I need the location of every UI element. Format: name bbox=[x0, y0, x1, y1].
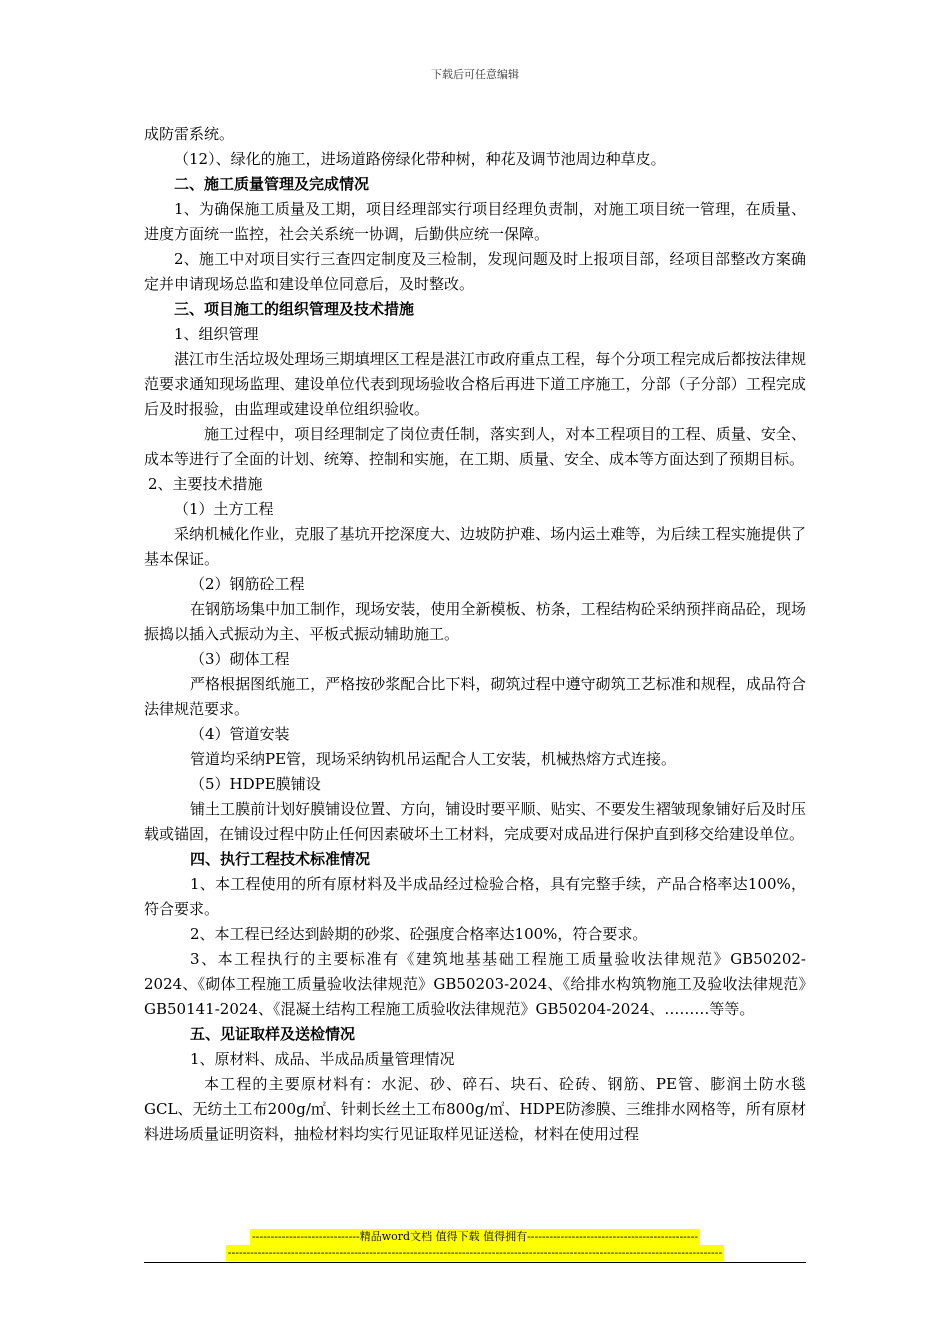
section-heading: 三、项目施工的组织管理及技术措施 bbox=[174, 300, 415, 318]
section-heading: 二、施工质量管理及完成情况 bbox=[174, 175, 370, 193]
paragraph: （12）、绿化的施工，进场道路傍绿化带种树，种花及调节池周边种草皮。 bbox=[174, 150, 666, 168]
subheading: 2、主要技术措施 bbox=[148, 475, 263, 493]
paragraph: 1、为确保施工质量及工期，项目经理部实行项目经理负责制，对施工项目统一管理，在质量、进度方面统一监控，社会关系统一协调，后勤供应统一保障。 bbox=[144, 200, 806, 243]
paragraph: 在钢筋场集中加工制作，现场安装，使用全新模板、枋条，工程结构砼采纳预拌商品砼，现场振捣以插入式振动为主、平板式振动辅助施工。 bbox=[144, 600, 806, 643]
paragraph: 严格根据图纸施工，严格按砂浆配合比下料，砌筑过程中遵守砌筑工艺标准和规程，成品符合法律规范要求。 bbox=[144, 675, 806, 718]
paragraph: 管道均采纳PE管，现场采纳钩机吊运配合人工安装，机械热熔方式连接。 bbox=[190, 750, 677, 768]
paragraph: 2、本工程已经达到龄期的砂浆、砼强度合格率达100%，符合要求。 bbox=[190, 925, 648, 943]
section-heading: 四、执行工程技术标准情况 bbox=[190, 850, 371, 868]
subheading: 1、组织管理 bbox=[174, 325, 259, 343]
subheading: （3）砌体工程 bbox=[190, 650, 290, 668]
footer-dashes: ------------------------------------------------------------------------------------------------------------------------------------- bbox=[227, 1246, 723, 1259]
paragraph: 铺土工膜前计划好膜铺设位置、方向，铺设时要平顺、贴实、不要发生褶皱现象铺好后及时压载或锚固，在铺设过程中防止任何因素破坏土工材料，完成要对成品进行保护直到移交给建设单位。 bbox=[144, 800, 806, 843]
paragraph: 1、本工程使用的所有原材料及半成品经过检验合格，具有完整手续，产品合格率达100%，符合要求。 bbox=[144, 875, 806, 918]
paragraph: 施工过程中，项目经理制定了岗位责任制，落实到人，对本工程项目的工程、质量、安全、成本等进行了全面的计划、统筹、控制和实施，在工期、质量、安全、成本等方面达到了预期目标。 bbox=[144, 425, 806, 468]
paragraph: 3、本工程执行的主要标准有《建筑地基基础工程施工质量验收法律规范》GB50202-2024、《砌体工程施工质量验收法律规范》GB50203-2024、《给排水构筑物施工及验收法律规范》GB50141-2024、《混凝土结构工程施工质验收法律规范》GB50204-2024、………等等。 bbox=[144, 950, 806, 1018]
page-header: 下载后可任意编辑 bbox=[431, 68, 519, 81]
footer-rule bbox=[144, 1262, 806, 1263]
paragraph: 采纳机械化作业，克服了基坑开挖深度大、边坡防护难、场内运土难等，为后续工程实施提供了基本保证。 bbox=[144, 525, 806, 568]
paragraph: 本工程的主要原材料有：水泥、砂、碎石、块石、砼砖、钢筋、PE管、膨润土防水毯GCL、无纺土工布200g/㎡、针刺长丝土工布800g/㎡、HDPE防渗膜、三维排水网格等，所有原材料进场质量证明资料，抽检材料均实行见证取样见证送检，材料在使用过程 bbox=[144, 1075, 806, 1143]
page-footer bbox=[0, 1229, 950, 1261]
paragraph: 湛江市生活垃圾处理场三期填埋区工程是湛江市政府重点工程，每个分项工程完成后都按法律规范要求通知现场监理、建设单位代表到现场验收合格后再进下道工序施工，分部（子分部）工程完成后及时报验，由监理或建设单位组织验收。 bbox=[144, 350, 806, 418]
section-heading: 五、见证取样及送检情况 bbox=[190, 1025, 356, 1043]
subheading: 1、原材料、成品、半成品质量管理情况 bbox=[190, 1050, 455, 1068]
document-body bbox=[144, 122, 806, 1147]
paragraph: 成防雷系统。 bbox=[144, 125, 235, 143]
subheading: （1）土方工程 bbox=[174, 500, 274, 518]
footer-banner: -----------------------------精品word文档 值得下载 值得拥有---------------------------------------------- bbox=[251, 1230, 699, 1243]
subheading: （2）钢筋砼工程 bbox=[190, 575, 305, 593]
subheading: （4）管道安装 bbox=[190, 725, 290, 743]
paragraph: 2、施工中对项目实行三查四定制度及三检制，发现问题及时上报项目部，经项目部整改方案确定并申请现场总监和建设单位同意后，及时整改。 bbox=[144, 250, 806, 293]
subheading: （5）HDPE膜铺设 bbox=[190, 775, 321, 793]
